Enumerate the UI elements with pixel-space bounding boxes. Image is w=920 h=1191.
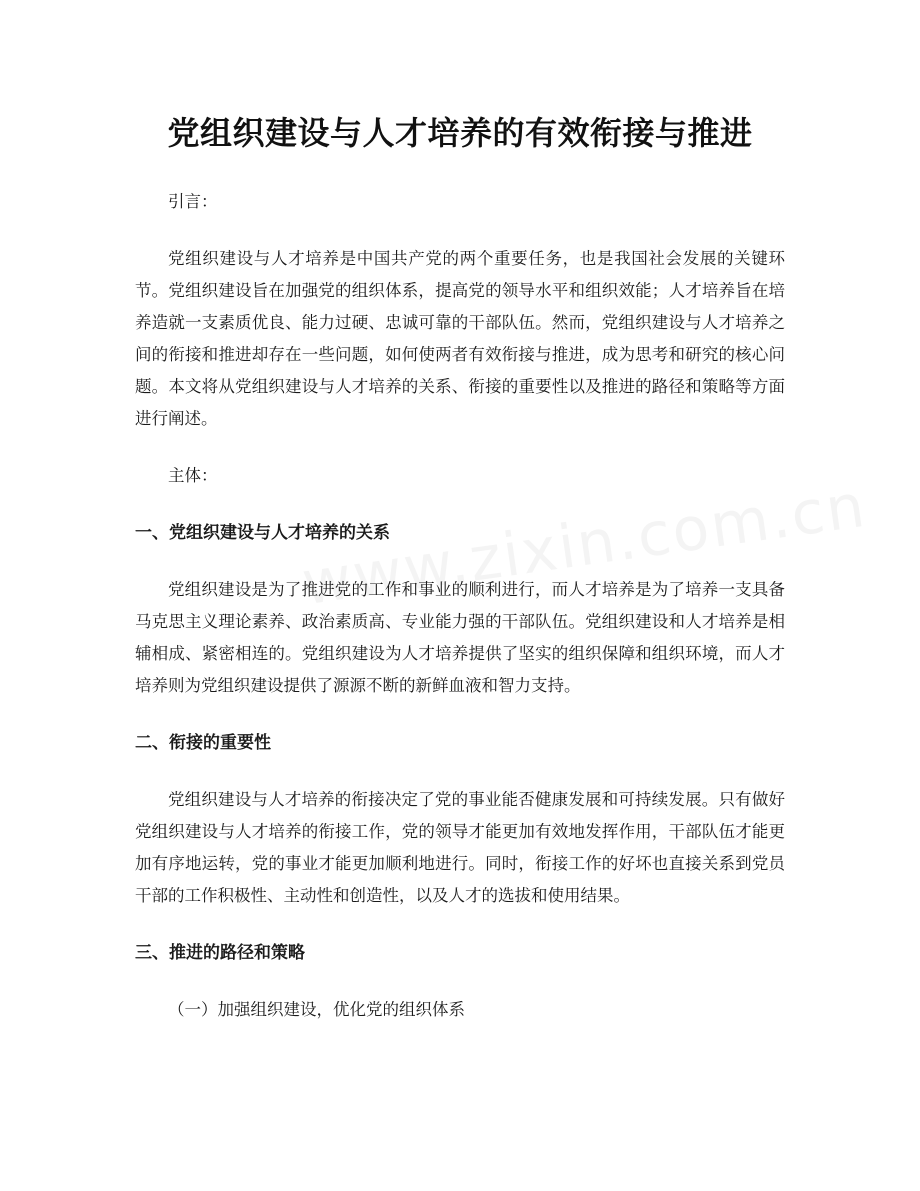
document-body <box>135 186 785 1026</box>
section-heading-3: 三、推进的路径和策略 <box>135 943 305 963</box>
intro-paragraph: 党组织建设与人才培养是中国共产党的两个重要任务，也是我国社会发展的关键环节。党组织建设旨在加强党的组织体系，提高党的领导水平和组织效能；人才培养旨在培养造就一支素质优良、能力过硬、忠诚可靠的干部队伍。然而，党组织建设与人才培养之间的衔接和推进却存在一些问题，如何使两者有效衔接与推进，成为思考和研究的核心问题。本文将从党组织建设与人才培养的关系、衔接的重要性以及推进的路径和策略等方面进行阐述。 <box>135 249 785 428</box>
document-title: 党组织建设与人才培养的有效衔接与推进 <box>167 114 753 152</box>
section-heading-1: 一、党组织建设与人才培养的关系 <box>135 523 390 543</box>
section-paragraph-1: 党组织建设是为了推进党的工作和事业的顺利进行，而人才培养是为了培养一支具备马克思主义理论素养、政治素质高、专业能力强的干部队伍。党组织建设和人才培养是相辅相成、紧密相连的。党组织建设为人才培养提供了坚实的组织保障和组织环境，而人才培养则为党组织建设提供了源源不断的新鲜血液和智力支持。 <box>135 580 785 695</box>
section-subheading-3-1: （一）加强组织建设，优化党的组织体系 <box>168 1000 465 1019</box>
section-paragraph-2: 党组织建设与人才培养的衔接决定了党的事业能否健康发展和可持续发展。只有做好党组织建设与人才培养的衔接工作，党的领导才能更加有效地发挥作用，干部队伍才能更加有序地运转，党的事业才能更加顺利地进行。同时，衔接工作的好坏也直接关系到党员干部的工作积极性、主动性和创造性，以及人才的选拔和使用结果。 <box>135 790 785 905</box>
body-label: 主体： <box>168 466 218 485</box>
section-heading-2: 二、衔接的重要性 <box>135 733 271 753</box>
intro-label: 引言： <box>168 192 218 211</box>
